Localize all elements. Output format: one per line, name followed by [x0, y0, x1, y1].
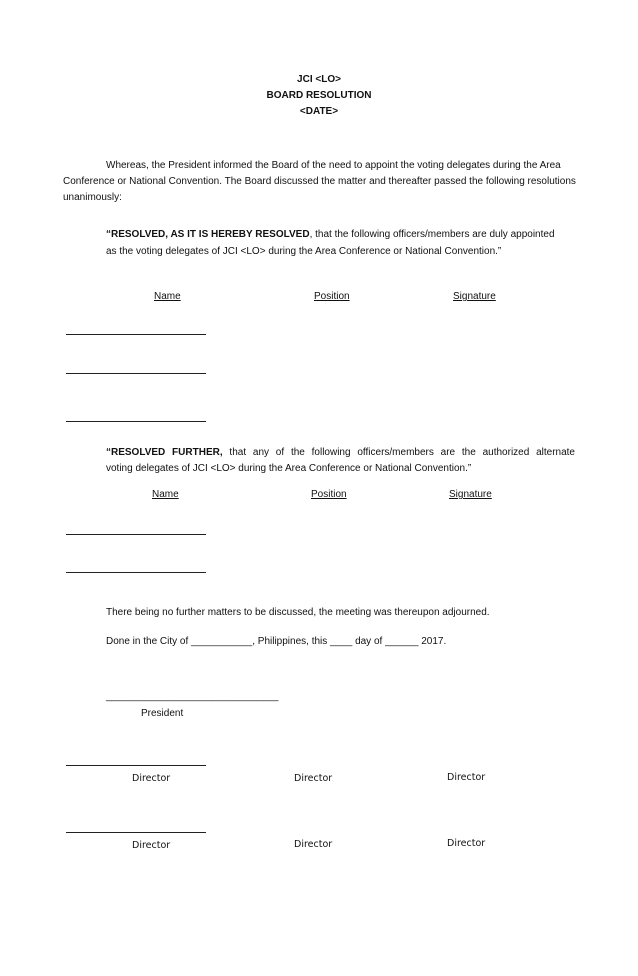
table2-col-name: Name: [152, 489, 179, 500]
resolution-2-bold: “RESOLVED FURTHER,: [106, 447, 223, 458]
resolution-1-line-1: [106, 226, 555, 243]
intro-line-2: Conference or National Convention. The Board discussed the matter and thereafter passed the following resolutions: [63, 176, 576, 187]
alternate-line-1: [66, 534, 206, 535]
director-line-2: [66, 832, 206, 833]
adjourn-text: There being no further matters to be discussed, the meeting was thereupon adjourned.: [106, 607, 490, 618]
table2-col-signature: Signature: [449, 489, 492, 500]
resolution-2-line-1: [106, 444, 575, 461]
alternate-line-2: [66, 572, 206, 573]
done-text: Done in the City of ___________, Philippines, this ____ day of ______ 2017.: [106, 636, 447, 647]
table1-col-signature: Signature: [453, 291, 496, 302]
delegate-line-3: [66, 421, 206, 422]
delegate-line-2: [66, 373, 206, 374]
director-label: Director: [294, 773, 333, 784]
president-signature-line: _______________________________: [106, 691, 279, 702]
intro-line-1: Whereas, the President informed the Board of the need to appoint the voting delegates during the Area: [106, 160, 561, 171]
org-name: JCI <LO>: [297, 74, 341, 85]
director-label: Director: [132, 840, 171, 851]
president-label: President: [141, 708, 184, 719]
director-label: Director: [132, 773, 171, 784]
director-line-1: [66, 765, 206, 766]
resolution-1-bold: “RESOLVED, AS IT IS HEREBY RESOLVED: [106, 229, 310, 240]
delegate-line-1: [66, 334, 206, 335]
director-label: Director: [447, 838, 486, 849]
document-date: <DATE>: [299, 106, 339, 117]
resolution-2-line-2: voting delegates of JCI <LO> during the Area Conference or National Convention.”: [106, 463, 472, 474]
resolution-1-rest: , that the following officers/members are duly appointed: [309, 229, 555, 240]
table2-col-position: Position: [311, 489, 347, 500]
intro-line-3: unanimously:: [63, 192, 122, 203]
director-label: Director: [447, 772, 486, 783]
table1-col-position: Position: [314, 291, 350, 302]
resolution-2-rest: that any of the following officers/members are the authorized alternate: [222, 447, 575, 458]
document-title: BOARD RESOLUTION: [266, 90, 372, 101]
director-label: Director: [294, 839, 333, 850]
resolution-1-line-2: as the voting delegates of JCI <LO> during the Area Conference or National Convention.”: [106, 246, 502, 257]
table1-col-name: Name: [154, 291, 181, 302]
